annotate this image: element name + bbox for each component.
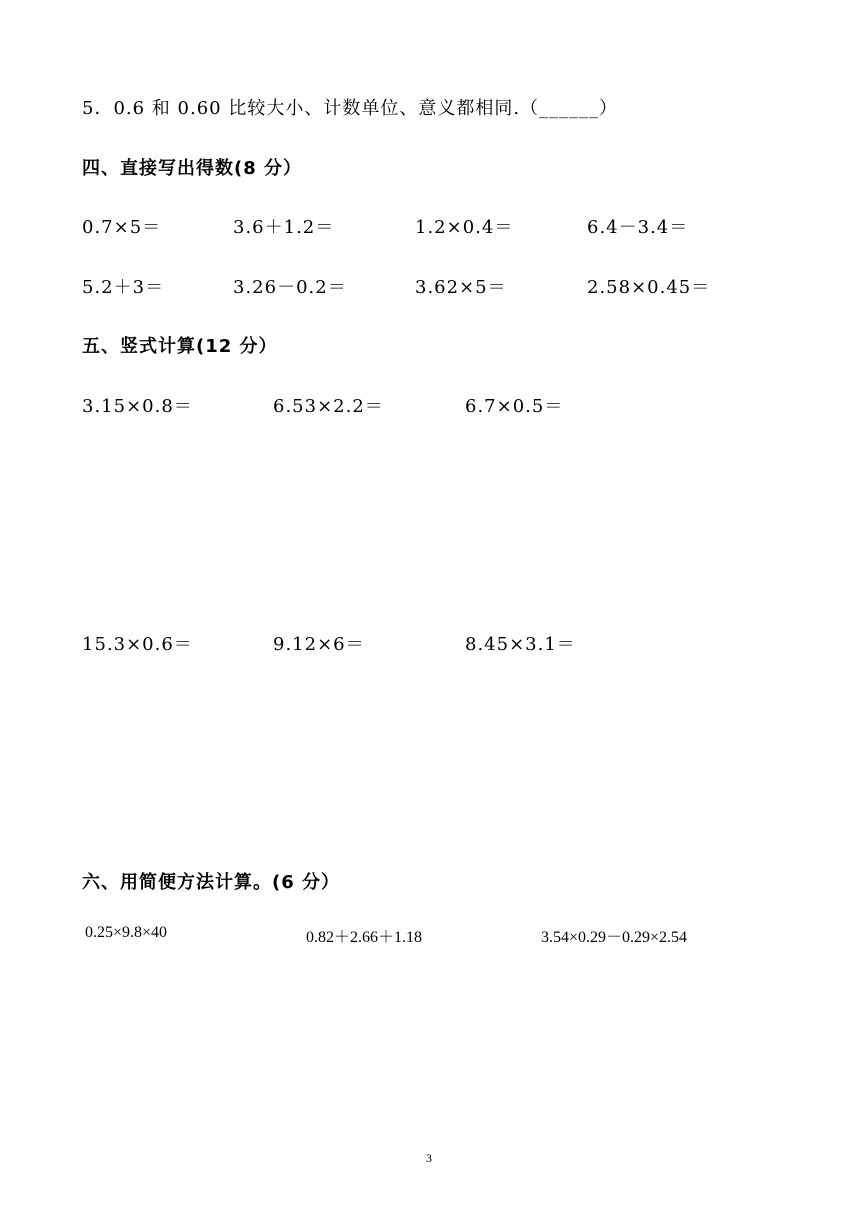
vertical-calc-item: 6.53×2.2＝	[273, 396, 384, 417]
true-false-question-5: 5．0.6 和 0.60 比较大小、计数单位、意义都相同.（______）	[82, 98, 619, 119]
oral-calc-item: 3.26－0.2＝	[233, 277, 347, 298]
simplify-calc-item: 3.54×0.29－0.29×2.54	[541, 929, 688, 946]
simplify-calc-item: 0.25×9.8×40	[85, 924, 168, 941]
vertical-calc-item: 15.3×0.6＝	[82, 634, 193, 655]
oral-calc-item: 2.58×0.45＝	[587, 277, 711, 298]
vertical-calc-item: 3.15×0.8＝	[82, 396, 193, 417]
oral-calc-item: 0.7×5＝	[82, 217, 162, 238]
oral-calc-item: 3.6＋1.2＝	[233, 217, 335, 238]
vertical-calc-item: 8.45×3.1＝	[465, 634, 576, 655]
oral-calc-item: 6.4－3.4＝	[587, 217, 689, 238]
simplify-calc-item: 0.82＋2.66＋1.18	[306, 929, 423, 946]
section-5-title: 五、竖式计算(12 分）	[82, 336, 278, 357]
page-number: 3	[426, 1151, 432, 1165]
vertical-calc-item: 6.7×0.5＝	[465, 396, 564, 417]
section-4-title: 四、直接写出得数(8 分）	[82, 158, 303, 179]
vertical-calc-item: 9.12×6＝	[273, 634, 365, 655]
section-6-title: 六、用简便方法计算。(6 分）	[82, 872, 341, 893]
oral-calc-item: 3.62×5＝	[415, 277, 507, 298]
oral-calc-item: 5.2＋3＝	[82, 277, 165, 298]
oral-calc-item: 1.2×0.4＝	[415, 217, 514, 238]
